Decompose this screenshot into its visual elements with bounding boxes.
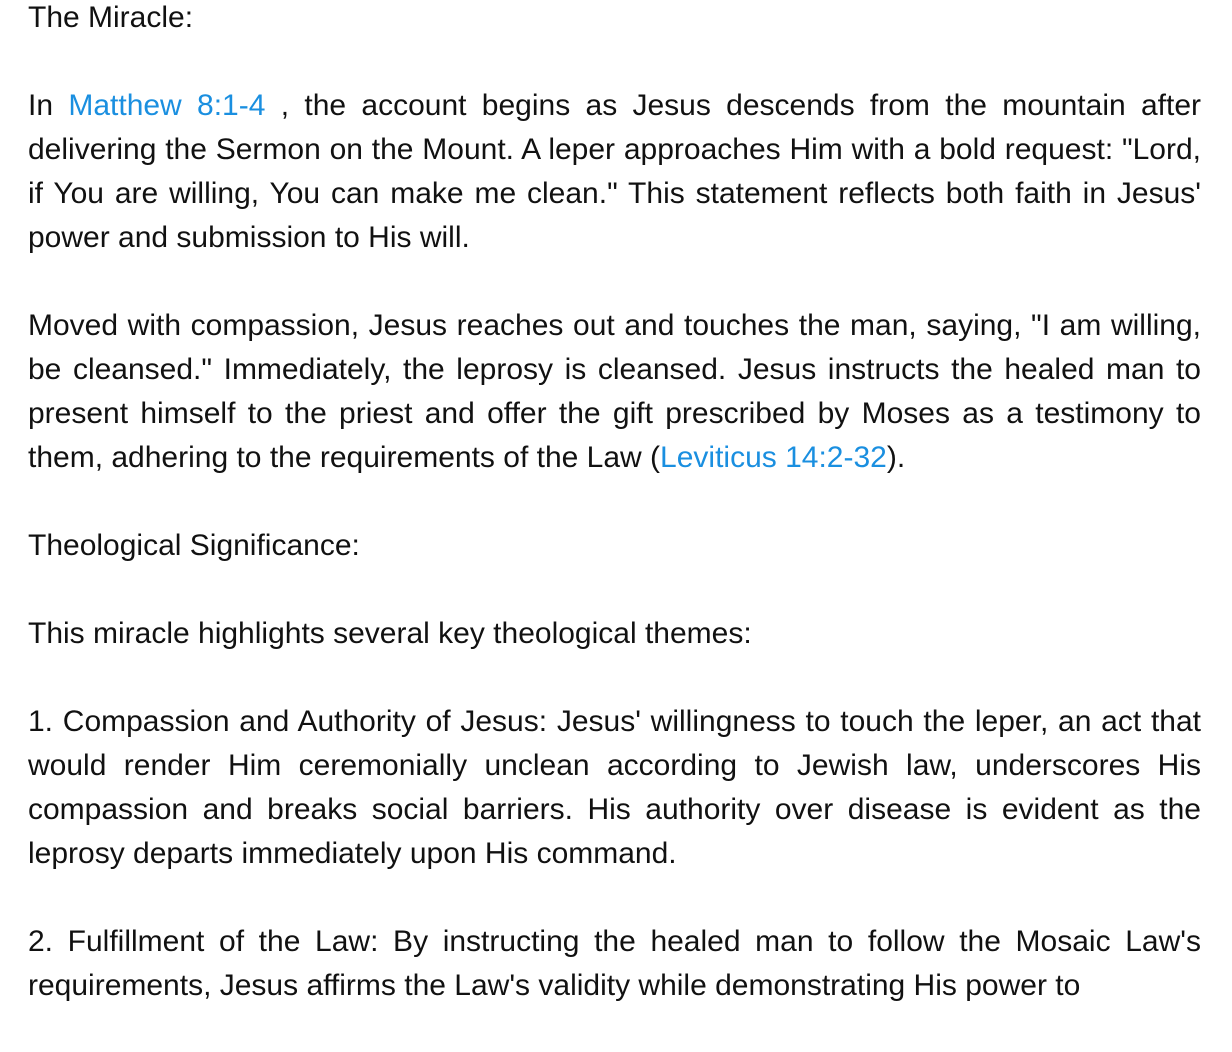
paragraph-text: , the account begins as Jesus descends from the mountain after delivering the Sermon on the Mount. A leper approaches Him with a bold request: "Lord, if You are willing, You can make me clean." This statement reflects both faith in Jesus' power and submission to His will. [28, 89, 1202, 254]
paragraph-matthew-account [28, 84, 1201, 260]
paragraph-text: In [28, 89, 69, 122]
list-item-fulfillment: 2. Fulfillment of the Law: By instructing the healed man to follow the Mosaic Law's requirements, Jesus affirms the Law's validity while demonstrating His power to [28, 925, 1201, 1002]
section-heading-significance: Theological Significance: [28, 529, 360, 562]
paragraph-healing [28, 304, 1201, 480]
paragraph-themes-intro: This miracle highlights several key theological themes: [28, 617, 752, 650]
matthew-reference-link[interactable]: Matthew 8:1-4 [68, 89, 266, 122]
section-heading-miracle: The Miracle: [28, 1, 194, 34]
paragraph-text: Moved with compassion, Jesus reaches out and touches the man, saying, "I am willing, be cleansed." Immediately, the leprosy is cleansed. Jesus instructs the healed man to present himself to the priest and offer the gift prescribed by Moses as a testimony to them, adhering to the requirements of the Law ( [28, 309, 1201, 474]
article-body [28, 0, 1201, 1052]
leviticus-reference-link[interactable]: Leviticus 14:2-32 [660, 441, 887, 474]
list-item-compassion: 1. Compassion and Authority of Jesus: Jesus' willingness to touch the leper, an act that would render Him ceremonially unclean according to Jewish law, underscores His compassion and breaks social barriers. His authority over disease is evident as the leprosy departs immediately upon His command. [28, 705, 1201, 870]
paragraph-text: ). [886, 441, 906, 474]
